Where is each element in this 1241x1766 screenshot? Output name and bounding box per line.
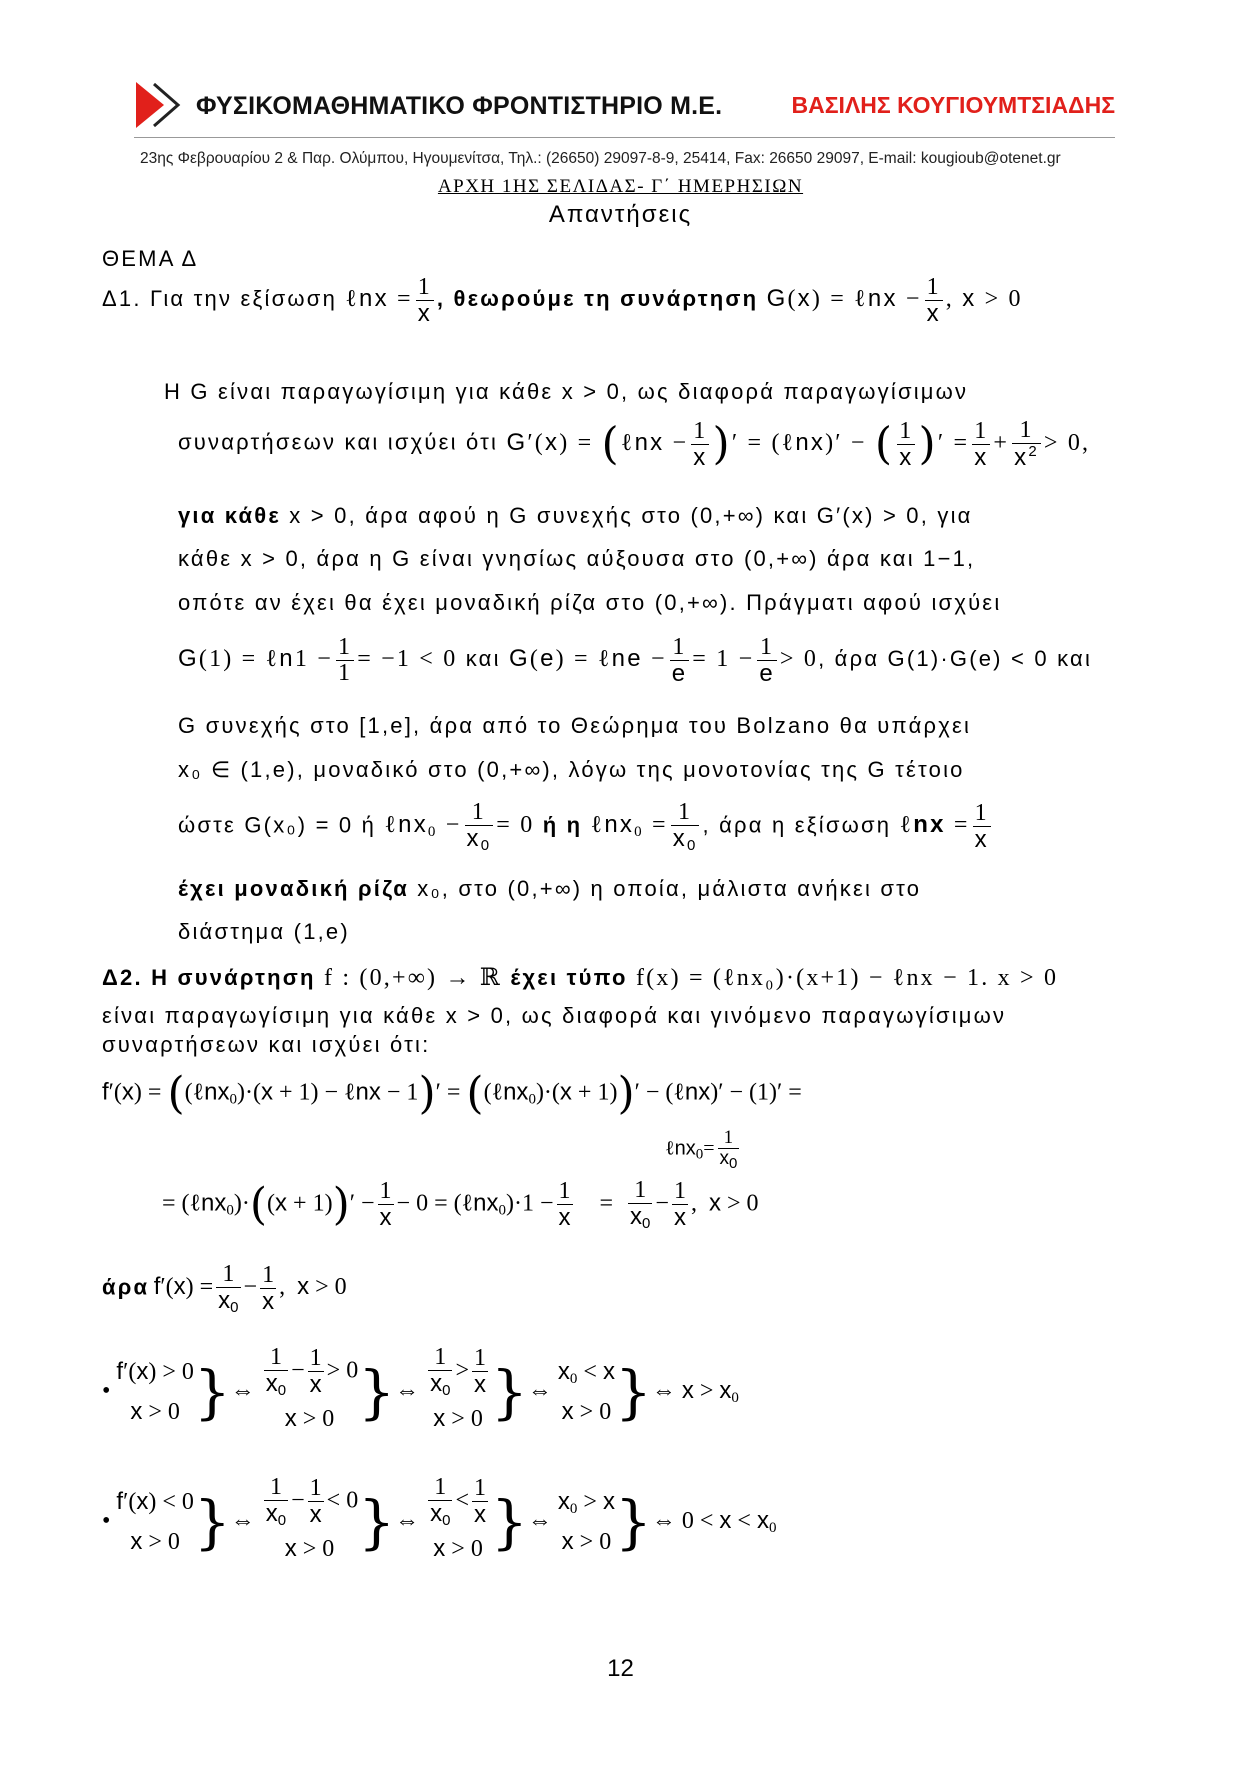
g-definition: G(x) = ℓnx − $\frac{1}{x}$ , x > 0 bbox=[766, 274, 1023, 328]
d2-label: Δ2. bbox=[102, 965, 143, 990]
d1-consider: , θεωρούμε τη συνάρτηση bbox=[436, 286, 759, 312]
d1-equation: ℓnx = $\frac{1}{x}$ bbox=[345, 274, 432, 328]
root-eq-2: ℓnx$_0$ = $\frac{1}{x_0}$ bbox=[590, 799, 698, 855]
sign-negative: • f′(x) < 0 x > 0 }⇔ $\frac{1}{x_0}$ − $\frac{1}{x}$ < 0 x > 0 }⇔ $\frac{1}{x_0}$ < $\frac{1}{x}$ x > 0 }⇔ $x_0 > x$ x > 0}⇔ $0 < x < x_0$ bbox=[102, 1474, 777, 1562]
d1-p9 bbox=[178, 800, 994, 854]
g-at-1: G(1) = ℓn1 − $\frac{1}{1}$ = −1 < 0 bbox=[178, 634, 458, 687]
d1-p11: διάστημα (1,e) bbox=[178, 919, 350, 944]
d1-p5: οπότε αν έχει θα έχει μοναδική ρίζα στο (0,+∞). Πράγματι αφού ισχύει bbox=[178, 590, 1002, 615]
d1-p4: κάθε x > 0, άρα η G είναι γνησίως αύξουσα στο (0,+∞) άρα και 1−1, bbox=[178, 546, 976, 571]
d1-p6-so: , άρα G(1)·G(e) < 0 bbox=[818, 646, 1049, 672]
d1-p9-eq: , άρα η εξίσωση bbox=[702, 812, 892, 838]
d2-formula: f(x) = (ℓnx₀)·(x+1) − ℓnx − 1. x > 0 bbox=[635, 965, 1059, 991]
d1-p6 bbox=[178, 635, 1092, 686]
d1-p6-and: και bbox=[465, 646, 501, 672]
root-eq-1: ℓnx$_0$ − $\frac{1}{x_0}$ = 0 bbox=[384, 799, 535, 855]
f-derivative-2: = (ℓnx$_0$)·((x + 1))′ − $\frac{1}{x}$ − 0 = (ℓnx$_0$)·1 − $\frac{1}{x}$ = $\frac{1}{x_0}$ − $\frac{1}{x}$ , x > 0 bbox=[162, 1177, 759, 1233]
d1-intro: Για την εξίσωση bbox=[149, 286, 338, 312]
d1-p10-text: x₀, στο (0,+∞) η οποία, μάλιστα ανήκει στο bbox=[417, 876, 922, 901]
exam-line: ΑΡΧΗ 1ΗΣ ΣΕΛΙΔΑΣ- Γ΄ ΗΜΕΡΗΣΙΩΝ bbox=[437, 176, 804, 197]
d1-p2 bbox=[178, 418, 1090, 470]
d1-label: Δ1. bbox=[102, 286, 142, 312]
header-divider bbox=[134, 137, 1115, 138]
so-bold: άρα bbox=[102, 1274, 150, 1300]
logo-arrow-icon bbox=[134, 80, 184, 130]
sign-positive: • f′(x) > 0 x > 0 }⇔ $\frac{1}{x_0}$ − $\frac{1}{x}$ > 0 x > 0 }⇔ $\frac{1}{x_0}$ > $\frac{1}{x}$ x > 0 }⇔ $x_0 < x$ x > 0}⇔ $x > x_0$ bbox=[102, 1344, 739, 1432]
g-at-e: G(e) = ℓne − $\frac{1}{e}$ = 1 − $\frac{1}{e}$ > 0 bbox=[509, 634, 819, 688]
d1-p3-bold: για κάθε bbox=[178, 503, 281, 528]
d1-p3-text: x > 0, άρα αφού η G συνεχής στο (0,+∞) και G′(x) > 0, για bbox=[289, 503, 973, 528]
d1-p9-lead: ώστε G(x₀) = 0 ή bbox=[178, 812, 377, 838]
f-derivative-1: f′(x) = ((ℓnx$_0$)·(x + 1) − ℓnx − 1)′ = ((ℓnx$_0$)·(x + 1))′ − (ℓnx)′ − (1)′ = bbox=[102, 1068, 802, 1119]
d1-p9-or: ή η bbox=[542, 812, 583, 838]
d1-p10-bold: έχει μοναδική ρίζα bbox=[178, 876, 409, 901]
d1-p2-lead: συναρτήσεων και ισχύει ότι bbox=[178, 429, 499, 455]
d2-has-form: έχει τύπο bbox=[510, 965, 628, 990]
d1-line bbox=[102, 275, 1023, 326]
f-derivative-result: άρα f′(x) = $\frac{1}{x_0}$ − $\frac{1}{x}$ , x > 0 bbox=[102, 1261, 347, 1317]
d2-map: f : (0,+∞) → ℝ bbox=[323, 965, 502, 991]
d1-p8: x₀ ∈ (1,e), μοναδικό στο (0,+∞), λόγω της μονοτονίας της G τέτοιο bbox=[178, 757, 965, 782]
d2-p1: είναι παραγωγίσιμη για κάθε x > 0, ως διαφορά και γινόμενο παραγωγίσιμων bbox=[102, 1003, 1007, 1028]
page-number: 12 bbox=[607, 1655, 634, 1682]
g-derivative: G′(x) = (ℓnx − $\frac{1}{x}$ )′ = (ℓnx)′ − ( $\frac{1}{x}$ )′ = $\frac{1}{x}$ + $\frac{1}{x^2}$ > 0, bbox=[506, 417, 1091, 472]
school-name: ΦΥΣΙΚΟΜΑΘΗΜΑΤΙΚΟ ΦΡΟΝΤΙΣΤΗΡΙΟ Μ.Ε. bbox=[196, 92, 723, 120]
substitution-note: ℓnx$_0$= $\frac{1}{x_0}$ bbox=[665, 1127, 738, 1172]
answers-title: Απαντήσεις bbox=[548, 201, 693, 228]
d1-p7: G συνεχής στο [1,e], άρα από το Θεώρημα του Bolzano θα υπάρχει bbox=[178, 713, 972, 738]
contact-info: 23ης Φεβρουαρίου 2 & Παρ. Ολύμπου, Ηγουμενίτσα, Τηλ.: (26650) 29097-8-9, 25414, Fax: 26650 29097, E-mail: kougioub@otenet.gr bbox=[140, 150, 1061, 167]
d2-lead: Η συνάρτηση bbox=[151, 965, 316, 990]
section-title: ΘΕΜΑ Δ bbox=[102, 246, 199, 271]
d1-p10 bbox=[178, 876, 921, 902]
d2-line bbox=[102, 963, 1058, 992]
author-name: ΒΑΣΙΛΗΣ ΚΟΥΓΙΟΥΜΤΣΙΑΔΗΣ bbox=[791, 92, 1115, 118]
d2-p2: συναρτήσεων και ισχύει ότι: bbox=[102, 1032, 431, 1057]
d1-p6-and2: και bbox=[1057, 646, 1093, 672]
root-eq-3: ℓnx = $\frac{1}{x}$ bbox=[899, 800, 989, 854]
d1-p1: Η G είναι παραγωγίσιμη για κάθε x > 0, ως διαφορά παραγωγίσιμων bbox=[164, 379, 969, 404]
d1-p3 bbox=[178, 503, 973, 529]
